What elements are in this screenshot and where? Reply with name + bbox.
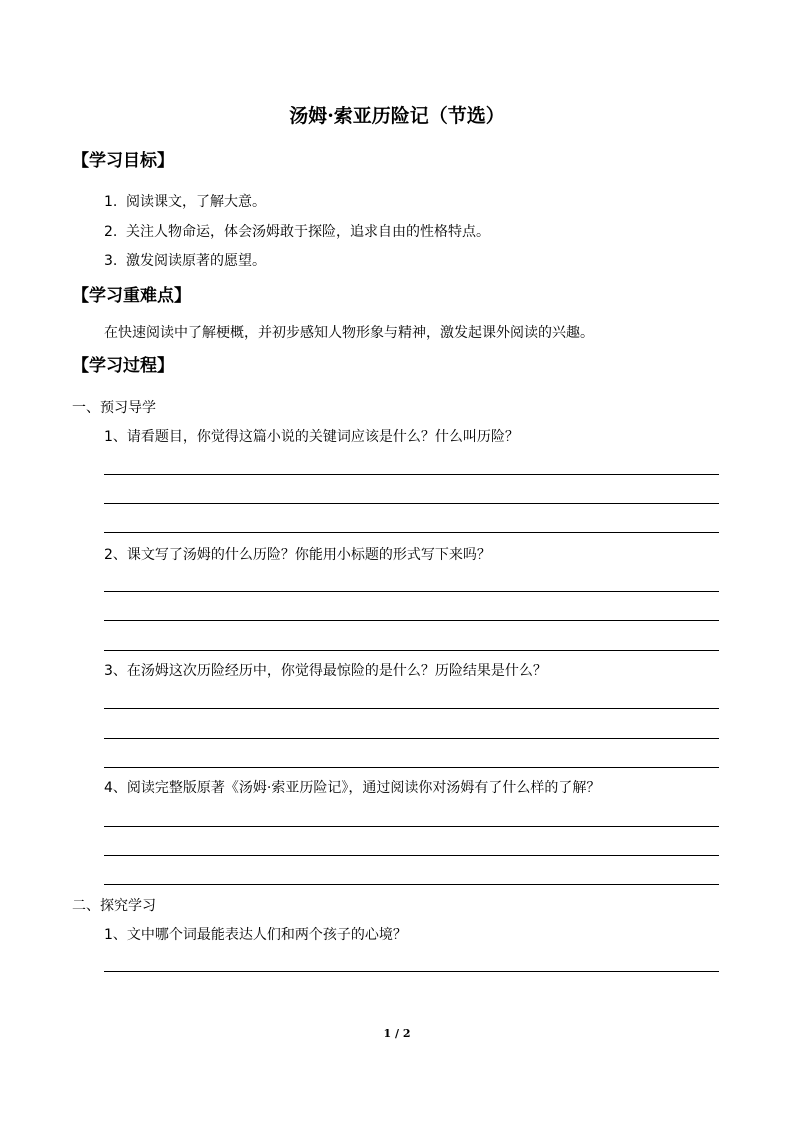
part2-heading: 二、探究学习 (72, 898, 156, 914)
objective-item (104, 251, 266, 271)
answer-line (104, 620, 719, 621)
question-3: 3、在汤姆这次历险经历中，你觉得最惊险的是什么？历险结果是什么？ (104, 663, 547, 679)
answer-line (104, 650, 719, 651)
page-number: 1 / 2 (383, 1027, 411, 1040)
answer-line (104, 855, 719, 856)
answer-line (104, 474, 719, 475)
question-2: 2、课文写了汤姆的什么历险？你能用小标题的形式写下来吗？ (104, 547, 491, 563)
process-heading: 【学习过程】 (72, 356, 174, 376)
question-4: 4、阅读完整版原著《汤姆·索亚历险记》，通过阅读你对汤姆有了什么样的了解？ (104, 780, 601, 796)
question-1: 1、请看题目，你觉得这篇小说的关键词应该是什么？什么叫历险？ (104, 429, 519, 445)
question-5: 1、文中哪个词最能表达人们和两个孩子的心境？ (104, 927, 407, 943)
objective-text: 阅读课文，了解大意。 (126, 194, 266, 210)
objective-item (104, 192, 266, 212)
key-points-heading: 【学习重难点】 (72, 286, 191, 306)
answer-line (104, 884, 719, 885)
objectives-heading: 【学习目标】 (72, 151, 174, 171)
answer-line (104, 503, 719, 504)
answer-line (104, 738, 719, 739)
objective-text: 关注人物命运，体会汤姆敢于探险，追求自由的性格特点。 (126, 224, 490, 240)
objective-number: 1. (104, 194, 118, 210)
answer-line (104, 708, 719, 709)
answer-line (104, 532, 719, 533)
objective-number: 3. (104, 253, 118, 269)
answer-line (104, 767, 719, 768)
objective-item (104, 222, 490, 242)
answer-line (104, 971, 719, 972)
page-title: 汤姆·索亚历险记（节选） (289, 105, 505, 127)
answer-line (104, 826, 719, 827)
part1-heading: 一、预习导学 (72, 400, 156, 416)
answer-line (104, 591, 719, 592)
objective-text: 激发阅读原著的愿望。 (126, 253, 266, 269)
key-points-text: 在快速阅读中了解梗概，并初步感知人物形象与精神，激发起课外阅读的兴趣。 (104, 325, 594, 341)
objective-number: 2. (104, 224, 118, 240)
